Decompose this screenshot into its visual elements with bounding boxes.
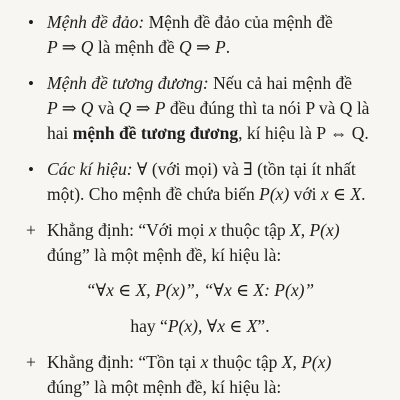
plus-icon: + <box>26 220 36 240</box>
paragraph-for-all <box>26 218 386 268</box>
text: . <box>225 37 231 57</box>
term-converse: Mệnh đề đảo: <box>47 12 145 32</box>
bullet-icon: • <box>28 13 34 32</box>
math: X, P(x) <box>281 352 332 372</box>
text: đúng” là một mệnh đề, kí hiệu là: <box>47 245 282 265</box>
math: P(x), ∀x ∈ X <box>167 316 258 336</box>
formula-for-all-alt <box>14 314 386 339</box>
text: và <box>93 98 119 118</box>
math: X, P(x) <box>290 220 340 240</box>
math: Q ⇒ P <box>118 98 166 118</box>
line <box>47 350 386 375</box>
line <box>47 375 386 400</box>
paragraph-equivalent <box>28 71 386 146</box>
text: Mệnh đề đảo của mệnh đề <box>144 12 333 32</box>
term-equivalent: Mệnh đề tương đương: <box>47 73 209 93</box>
term-symbols: Các kí hiệu: <box>47 159 133 179</box>
text: , kí hiệu là P ⇔ Q. <box>238 123 369 143</box>
paragraph-converse <box>28 10 386 60</box>
text: thuộc tập <box>208 352 282 372</box>
text: hay “ <box>130 316 168 336</box>
line <box>47 218 386 243</box>
math: x <box>200 352 209 372</box>
line <box>47 157 386 182</box>
line <box>47 121 386 146</box>
math: Q ⇒ P <box>178 37 226 57</box>
line <box>47 71 386 96</box>
formula-for-all: “∀x ∈ X, P(x)”, “∀x ∈ X: P(x)” <box>85 280 315 300</box>
text: một). Cho mệnh đề chứa biến <box>47 184 260 204</box>
text: với <box>289 184 321 204</box>
bullet-icon: • <box>28 74 34 93</box>
math: P ⇒ Q <box>47 37 94 57</box>
line <box>47 96 386 121</box>
text: hai <box>47 123 73 143</box>
bullet-icon: • <box>28 160 34 179</box>
bold-term: mệnh đề tương đương <box>72 123 239 143</box>
line <box>47 243 386 268</box>
text: đều đúng thì ta nói P và Q là <box>165 98 370 118</box>
text: Khẳng định: “Với mọi <box>47 220 209 240</box>
math: x ∈ X <box>320 184 362 204</box>
text: Khẳng định: “Tồn tại <box>47 352 201 372</box>
text: Nếu cả hai mệnh đề <box>208 73 353 93</box>
text: ”. <box>257 316 270 336</box>
math: P ⇒ Q <box>47 98 94 118</box>
text: ∀ (với mọi) và ∃ (tồn tại ít nhất <box>132 159 356 179</box>
math: P(x) <box>259 184 290 204</box>
line <box>47 182 386 207</box>
text: là mệnh đề <box>93 37 179 57</box>
line <box>47 10 386 35</box>
text: . <box>361 184 366 204</box>
paragraph-symbols <box>28 157 386 207</box>
text: đúng” là một mệnh đề, kí hiệu là: <box>47 377 282 397</box>
line <box>47 35 386 60</box>
math: x <box>208 220 217 240</box>
plus-icon: + <box>26 352 36 372</box>
text: thuộc tập <box>216 220 291 240</box>
paragraph-exists <box>26 350 386 400</box>
